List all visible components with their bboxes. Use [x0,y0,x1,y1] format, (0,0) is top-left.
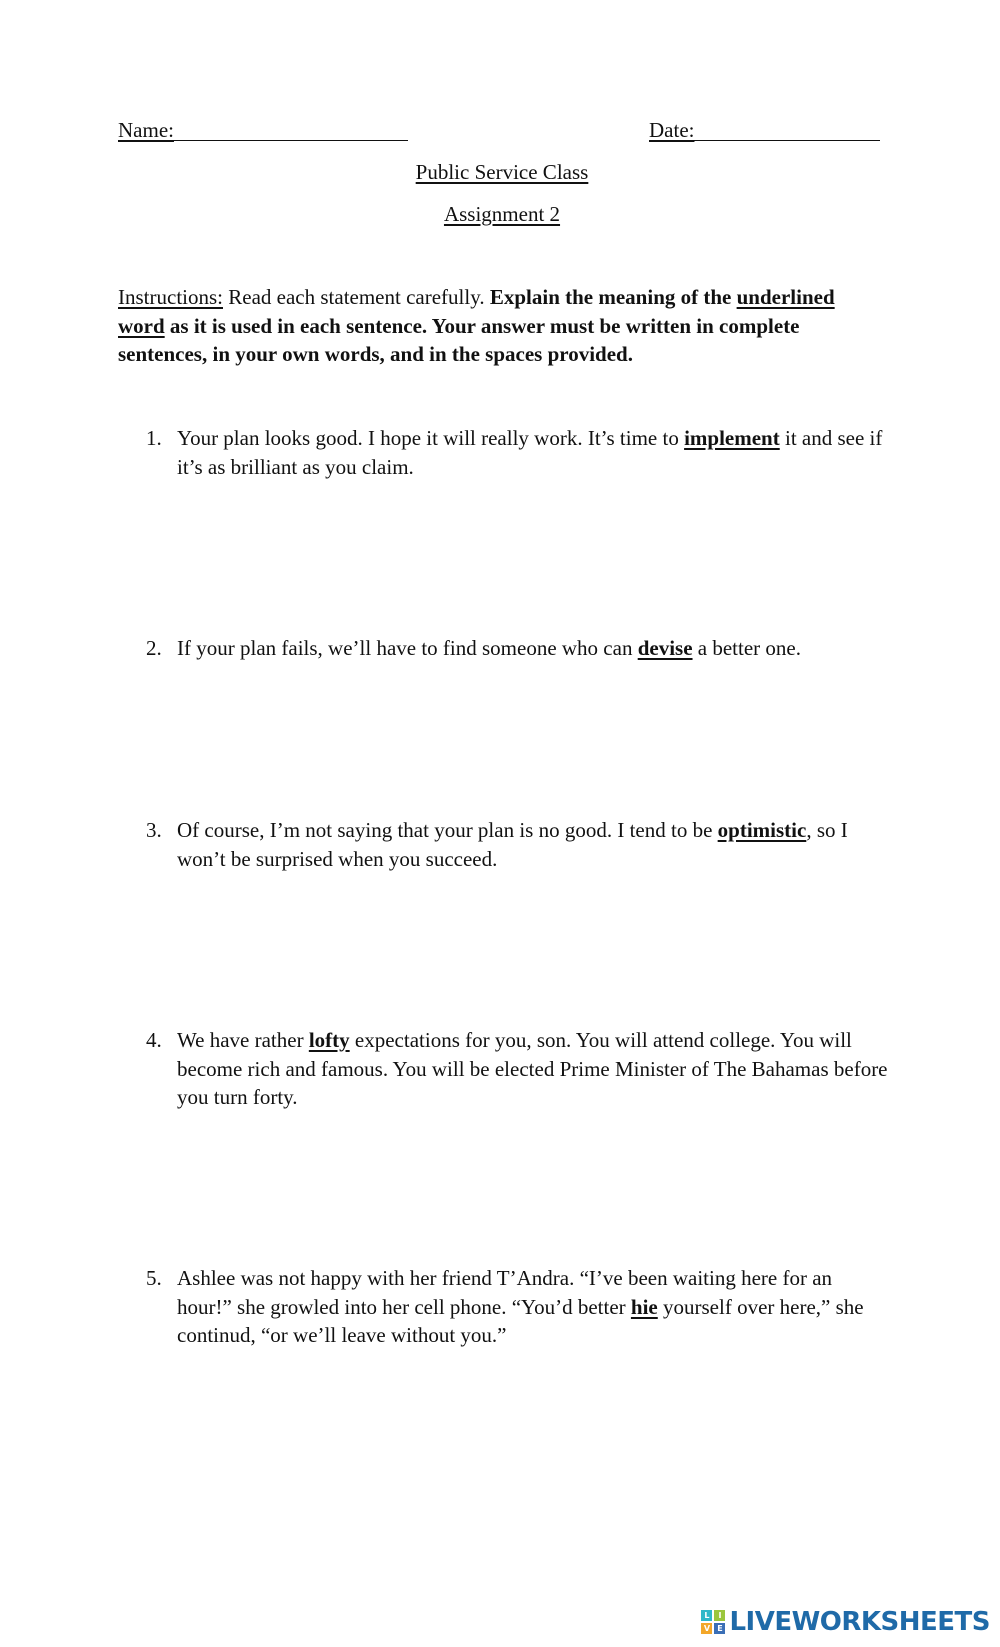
question-text [177,634,891,663]
question-text-after: , so I won’t be surprised when you succeed. [177,818,848,871]
name-field [118,118,408,143]
question-text-after: expectations for you, son. You will attend college. You will become rich and famous. You will be elected Prime Minister of The Bahamas before you turn forty. [177,1028,888,1109]
question-1 [146,424,891,481]
question-text-before: Ashlee was not happy with her friend T’Andra. “I’ve been waiting here for an hour!” she growled into her cell phone. “You’d better [177,1266,833,1319]
instructions-intro: Read each statement carefully. [223,285,490,309]
question-text-after: a better one. [692,636,801,660]
date-blank-line[interactable] [694,118,880,141]
name-blank-line[interactable] [174,118,408,141]
question-number: 3. [146,818,162,842]
question-number: 1. [146,426,162,450]
liveworksheets-brand [701,1607,990,1637]
question-3 [146,816,891,873]
question-keyword: optimistic [717,818,807,842]
logo-tile: V [701,1623,712,1634]
instructions-label: Instructions: [118,285,223,309]
date-field [649,118,880,143]
question-text [177,1264,891,1350]
logo-tile: E [714,1623,725,1634]
question-text [177,1026,891,1112]
question-keyword: devise [637,636,693,660]
instructions-underlined-word: underlined word [118,285,835,338]
instructions-bold-2: as it is used in each sentence. Your answer must be written in complete sentences, in your own words, and in the spaces provided. [118,313,800,366]
instructions-paragraph [118,283,878,369]
question-5 [146,1264,891,1350]
assignment-title [2,202,1000,227]
liveworksheets-wordmark: LIVEWORKSHEETS [729,1607,990,1637]
course-title [2,160,1000,185]
liveworksheets-logo-icon [701,1610,725,1634]
name-label: Name: [118,118,174,142]
question-text-after: yourself over here,” she continud, “or we’ll leave without you.” [177,1294,864,1347]
question-text [177,816,891,873]
question-text-before: Your plan looks good. I hope it will really work. It’s time to [177,426,685,450]
instructions-bold-1: Explain the meaning of the [489,285,737,309]
question-2 [146,634,891,663]
question-text-after: it and see if it’s as brilliant as you claim. [177,426,883,479]
question-text [177,424,891,481]
question-text-before: We have rather [177,1028,309,1052]
logo-tile: I [714,1610,725,1621]
question-number: 2. [146,636,162,660]
question-number: 4. [146,1028,162,1052]
question-4 [146,1026,891,1112]
question-number: 5. [146,1266,162,1290]
question-keyword: hie [630,1294,658,1319]
question-keyword: implement [684,426,780,450]
logo-tile: L [701,1610,712,1621]
question-keyword: lofty [308,1028,350,1052]
header-row [118,118,888,146]
date-label: Date: [649,118,695,142]
question-text-before: Of course, I’m not saying that your plan is no good. I tend to be [177,818,718,842]
assignment-title-text: Assignment 2 [443,202,561,226]
question-text-before: If your plan fails, we’ll have to find someone who can [177,636,638,660]
course-title-text: Public Service Class [415,160,589,184]
